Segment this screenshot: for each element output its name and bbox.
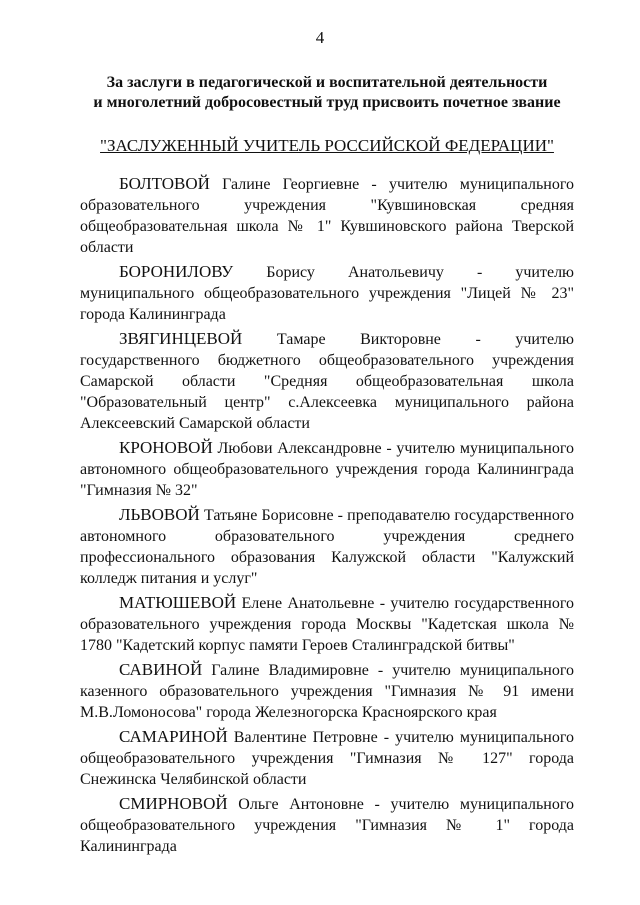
recipient-surname: БОЛТОВОЙ xyxy=(119,174,210,193)
recipient-details: Елене Анатольевне - учителю государственного образовательного учреждения города Москвы "Кадетская школа № 1780 "Кадетский корпус памяти Героев Сталинградской битвы" xyxy=(80,595,574,654)
recipient-surname: САВИНОЙ xyxy=(119,660,203,679)
recipient-surname: СМИРНОВОЙ xyxy=(119,794,228,813)
recipient-surname: ЗВЯГИНЦЕВОЙ xyxy=(119,329,243,348)
recipient-entry xyxy=(80,261,574,325)
recipient-entry xyxy=(80,793,574,857)
recipient-entry xyxy=(80,328,574,434)
recipient-entry xyxy=(80,173,574,258)
recipient-details: Тамаре Викторовне - учителю государственного бюджетного общеобразовательного учреждения Самарской области "Средняя общеобразовательная школа "Образовательный центр" с.Алексеевка муниципального района Алексеевский Самарской области xyxy=(80,331,574,432)
decree-heading xyxy=(80,73,574,113)
page-number: 4 xyxy=(315,28,325,47)
heading-line-2: и многолетний добросовестный труд присвоить почетное звание xyxy=(93,94,561,111)
recipients-list xyxy=(80,173,574,860)
recipient-details: Ольге Антоновне - учителю муниципального общеобразовательного учреждения "Гимназия № 1" города Калининграда xyxy=(80,796,575,855)
recipient-entry xyxy=(80,504,574,589)
recipient-entry xyxy=(80,437,574,501)
recipient-surname: САМАРИНОЙ xyxy=(119,727,228,746)
recipient-surname: МАТЮШЕВОЙ xyxy=(119,593,237,612)
recipient-surname: КРОНОВОЙ xyxy=(119,438,213,457)
recipient-details: Валентине Петровне - учителю муниципального общеобразовательного учреждения "Гимназия № 127" города Снежинска Челябинской области xyxy=(80,729,575,788)
recipient-entry xyxy=(80,592,574,656)
heading-line-1: За заслуги в педагогической и воспитательной деятельности xyxy=(106,74,548,91)
honorary-title xyxy=(80,136,574,156)
recipient-entry xyxy=(80,726,574,790)
recipient-details: Борису Анатольевичу - учителю муниципального общеобразовательного учреждения "Лицей № 23" города Калининграда xyxy=(80,264,574,323)
recipient-details: Галине Владимировне - учителю муниципального казенного образовательного учреждения "Гимназия № 91 имени М.В.Ломоносова" города Железногорска Красноярского края xyxy=(80,662,575,721)
recipient-surname: БОРОНИЛОВУ xyxy=(119,262,234,281)
honorary-title-text: "ЗАСЛУЖЕННЫЙ УЧИТЕЛЬ РОССИЙСКОЙ ФЕДЕРАЦИИ" xyxy=(100,136,554,155)
recipient-details: Галине Георгиевне - учителю муниципального образовательного учреждения "Кувшиновская средняя общеобразовательная школа № 1" Кувшиновского района Тверской области xyxy=(80,176,574,256)
recipient-details: Татьяне Борисовне - преподавателю государственного автономного образовательного учреждения среднего профессионального образования Калужской области "Калужский колледж питания и услуг" xyxy=(80,507,574,587)
recipient-details: Любови Александровне - учителю муниципального автономного общеобразовательного учреждения города Калининграда "Гимназия № 32" xyxy=(80,440,575,499)
recipient-entry xyxy=(80,659,574,723)
recipient-surname: ЛЬВОВОЙ xyxy=(119,505,200,524)
